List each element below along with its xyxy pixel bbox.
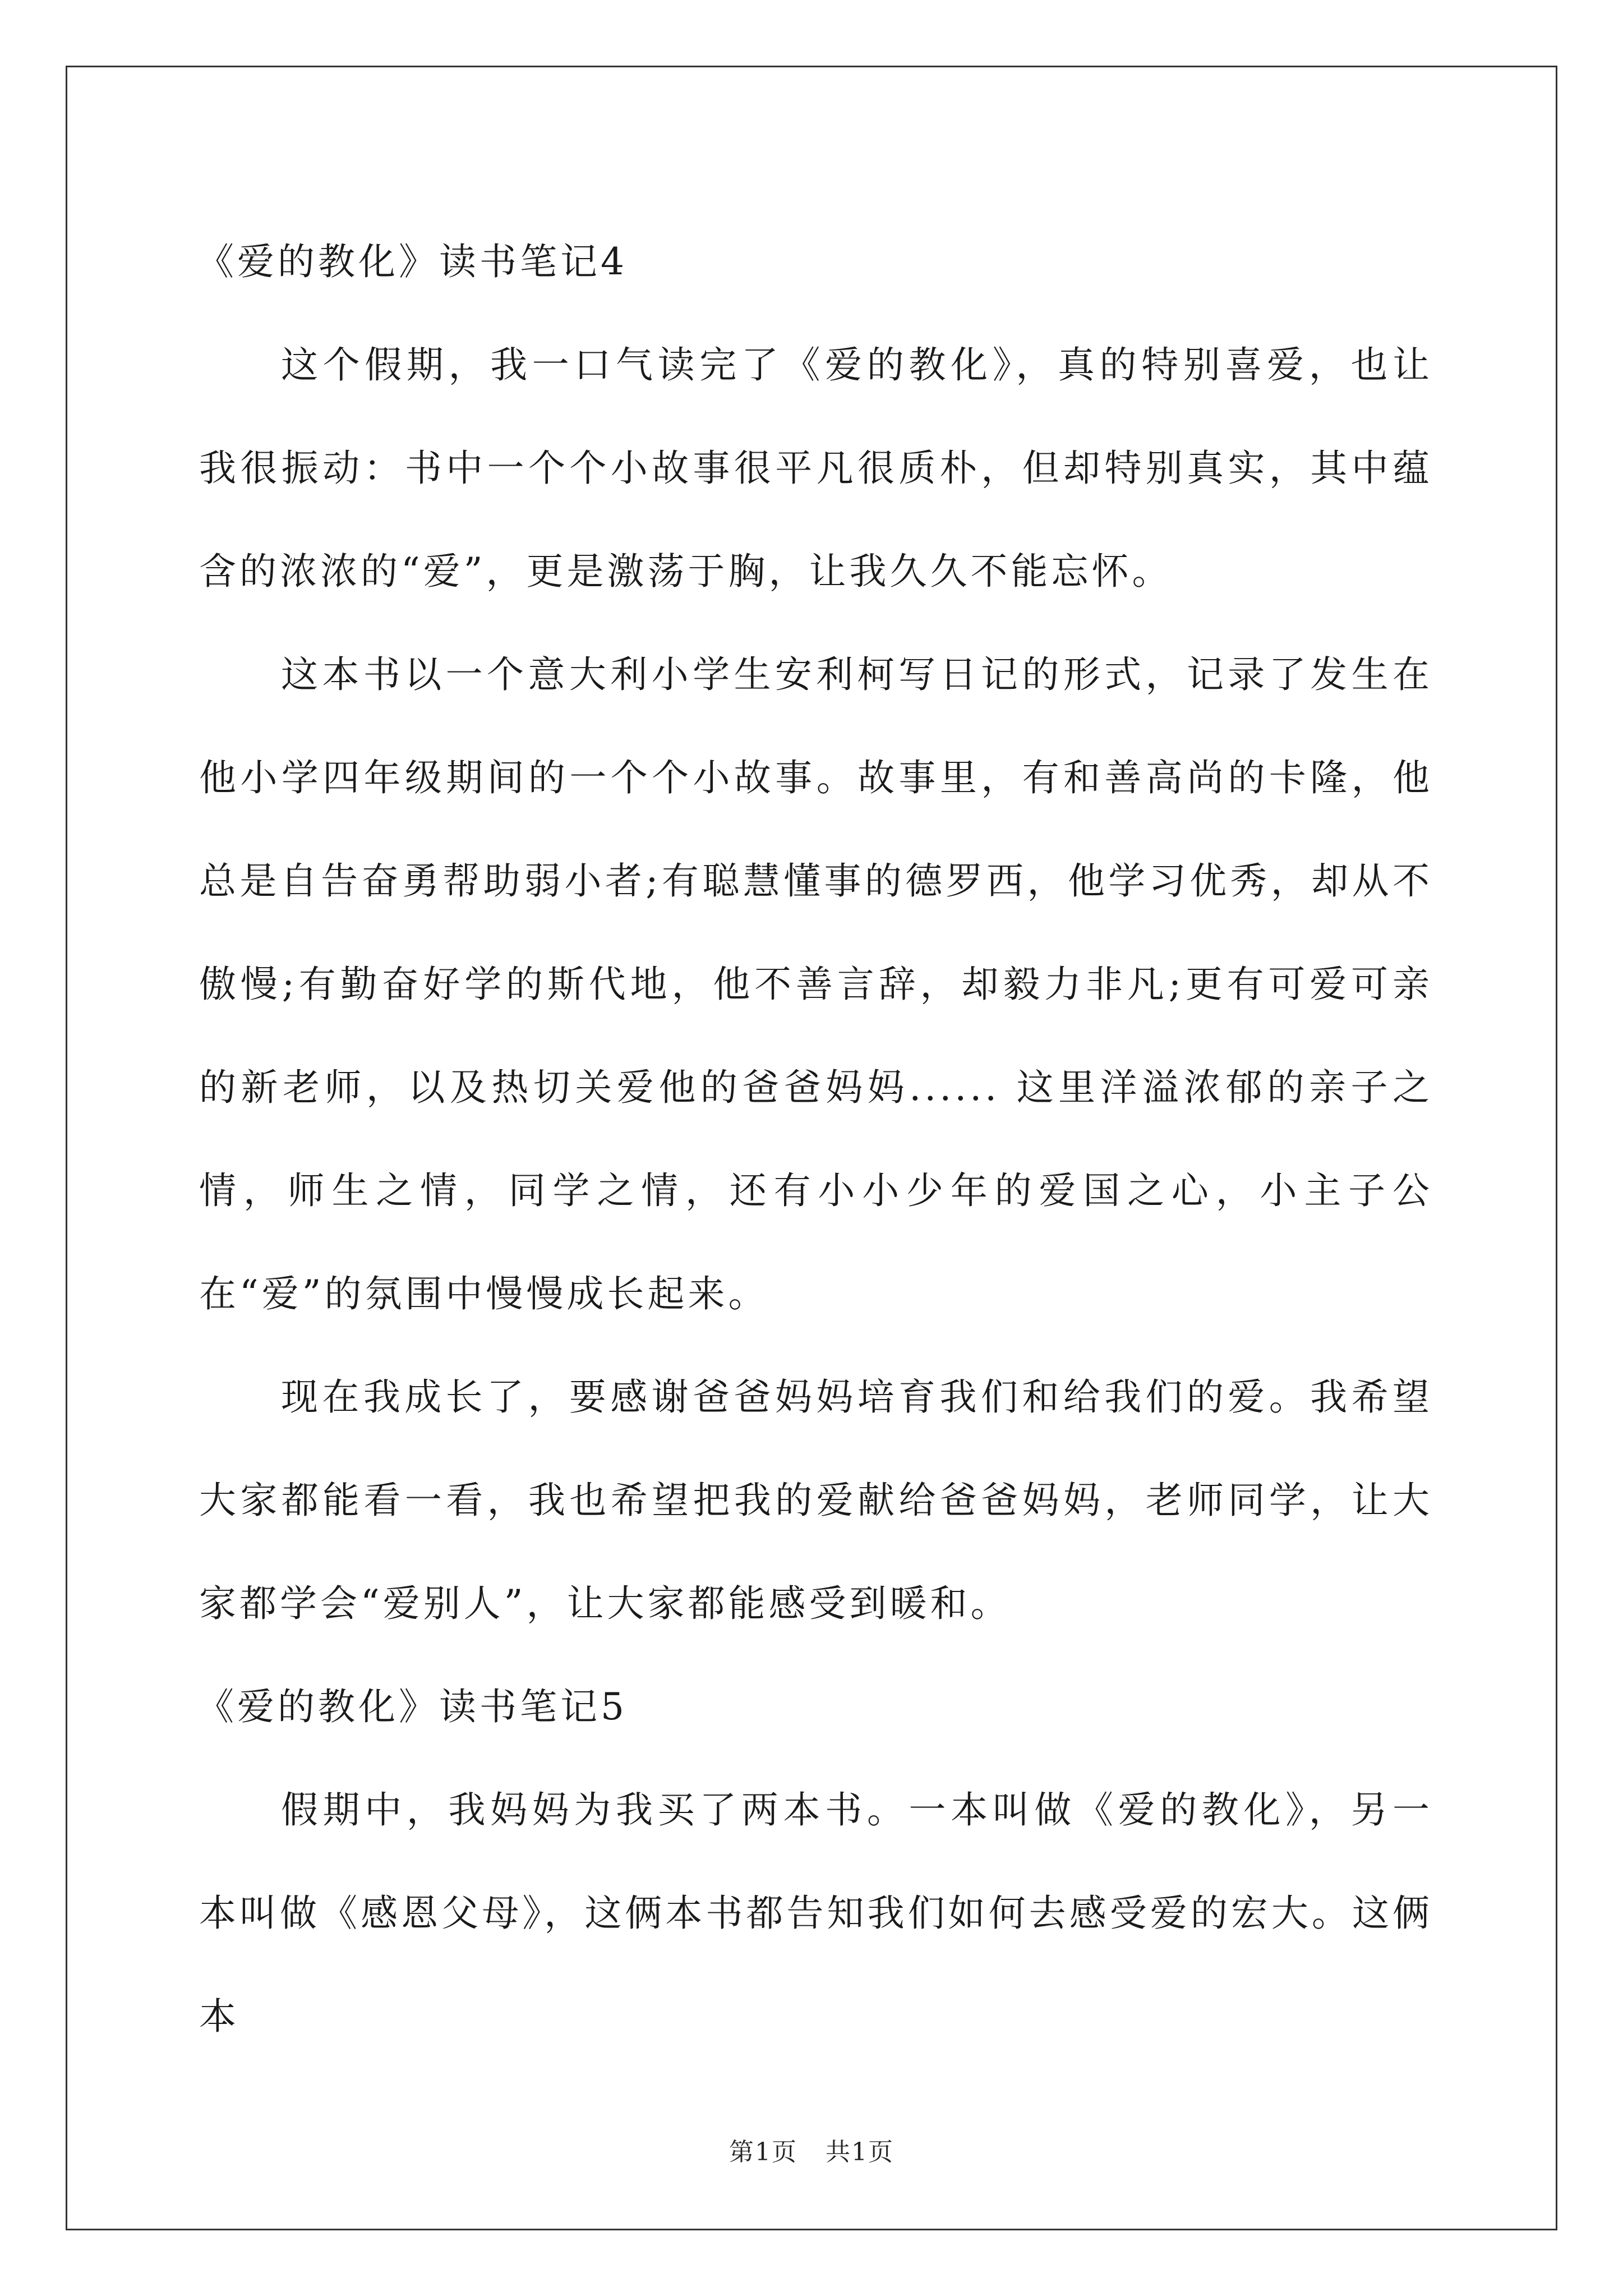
page-footer [0, 2132, 1623, 2168]
paragraph: 这本书以一个意大利小学生安利柯写日记的形式，记录了发生在他小学四年级期间的一个个小故事。故事里，有和善高尚的卡隆，他总是自告奋勇帮助弱小者;有聪慧懂事的德罗西，他学习优秀，却从不傲慢;有勤奋好学的斯代地，他不善言辞，却毅力非凡;更有可爱可亲的新老师，以及热切关爱他的爸爸妈妈...... 这里洋溢浓郁的亲子之情，师生之情，同学之情，还有小小少年的爱国之心，小主子公在“爱”的氛围中慢慢成长起来。 [199, 653, 1433, 1315]
section-title: 《爱的教化》读书笔记4 [197, 240, 628, 283]
page-number: 第1页 [729, 2138, 797, 2166]
paragraph: 现在我成长了，要感谢爸爸妈妈培育我们和给我们的爱。我希望大家都能看一看，我也希望把我的爱献给爸爸妈妈，老师同学，让大家都学会“爱别人”，让大家都能感受到暖和。 [199, 1375, 1433, 1625]
paragraph: 这个假期，我一口气读完了《爱的教化》，真的特别喜爱，也让我很振动：书中一个个小故事很平凡很质朴，但却特别真实，其中蕴含的浓浓的“爱”，更是激荡于胸，让我久久不能忘怀。 [199, 343, 1433, 593]
paragraph: 假期中，我妈妈为我买了两本书。一本叫做《爱的教化》，另一本叫做《感恩父母》，这俩本书都告知我们如何去感受爱的宏大。这俩本 [199, 1788, 1433, 2038]
document-body [199, 210, 1433, 2068]
section-title: 《爱的教化》读书笔记5 [197, 1685, 628, 1728]
page-total: 共1页 [826, 2138, 894, 2166]
